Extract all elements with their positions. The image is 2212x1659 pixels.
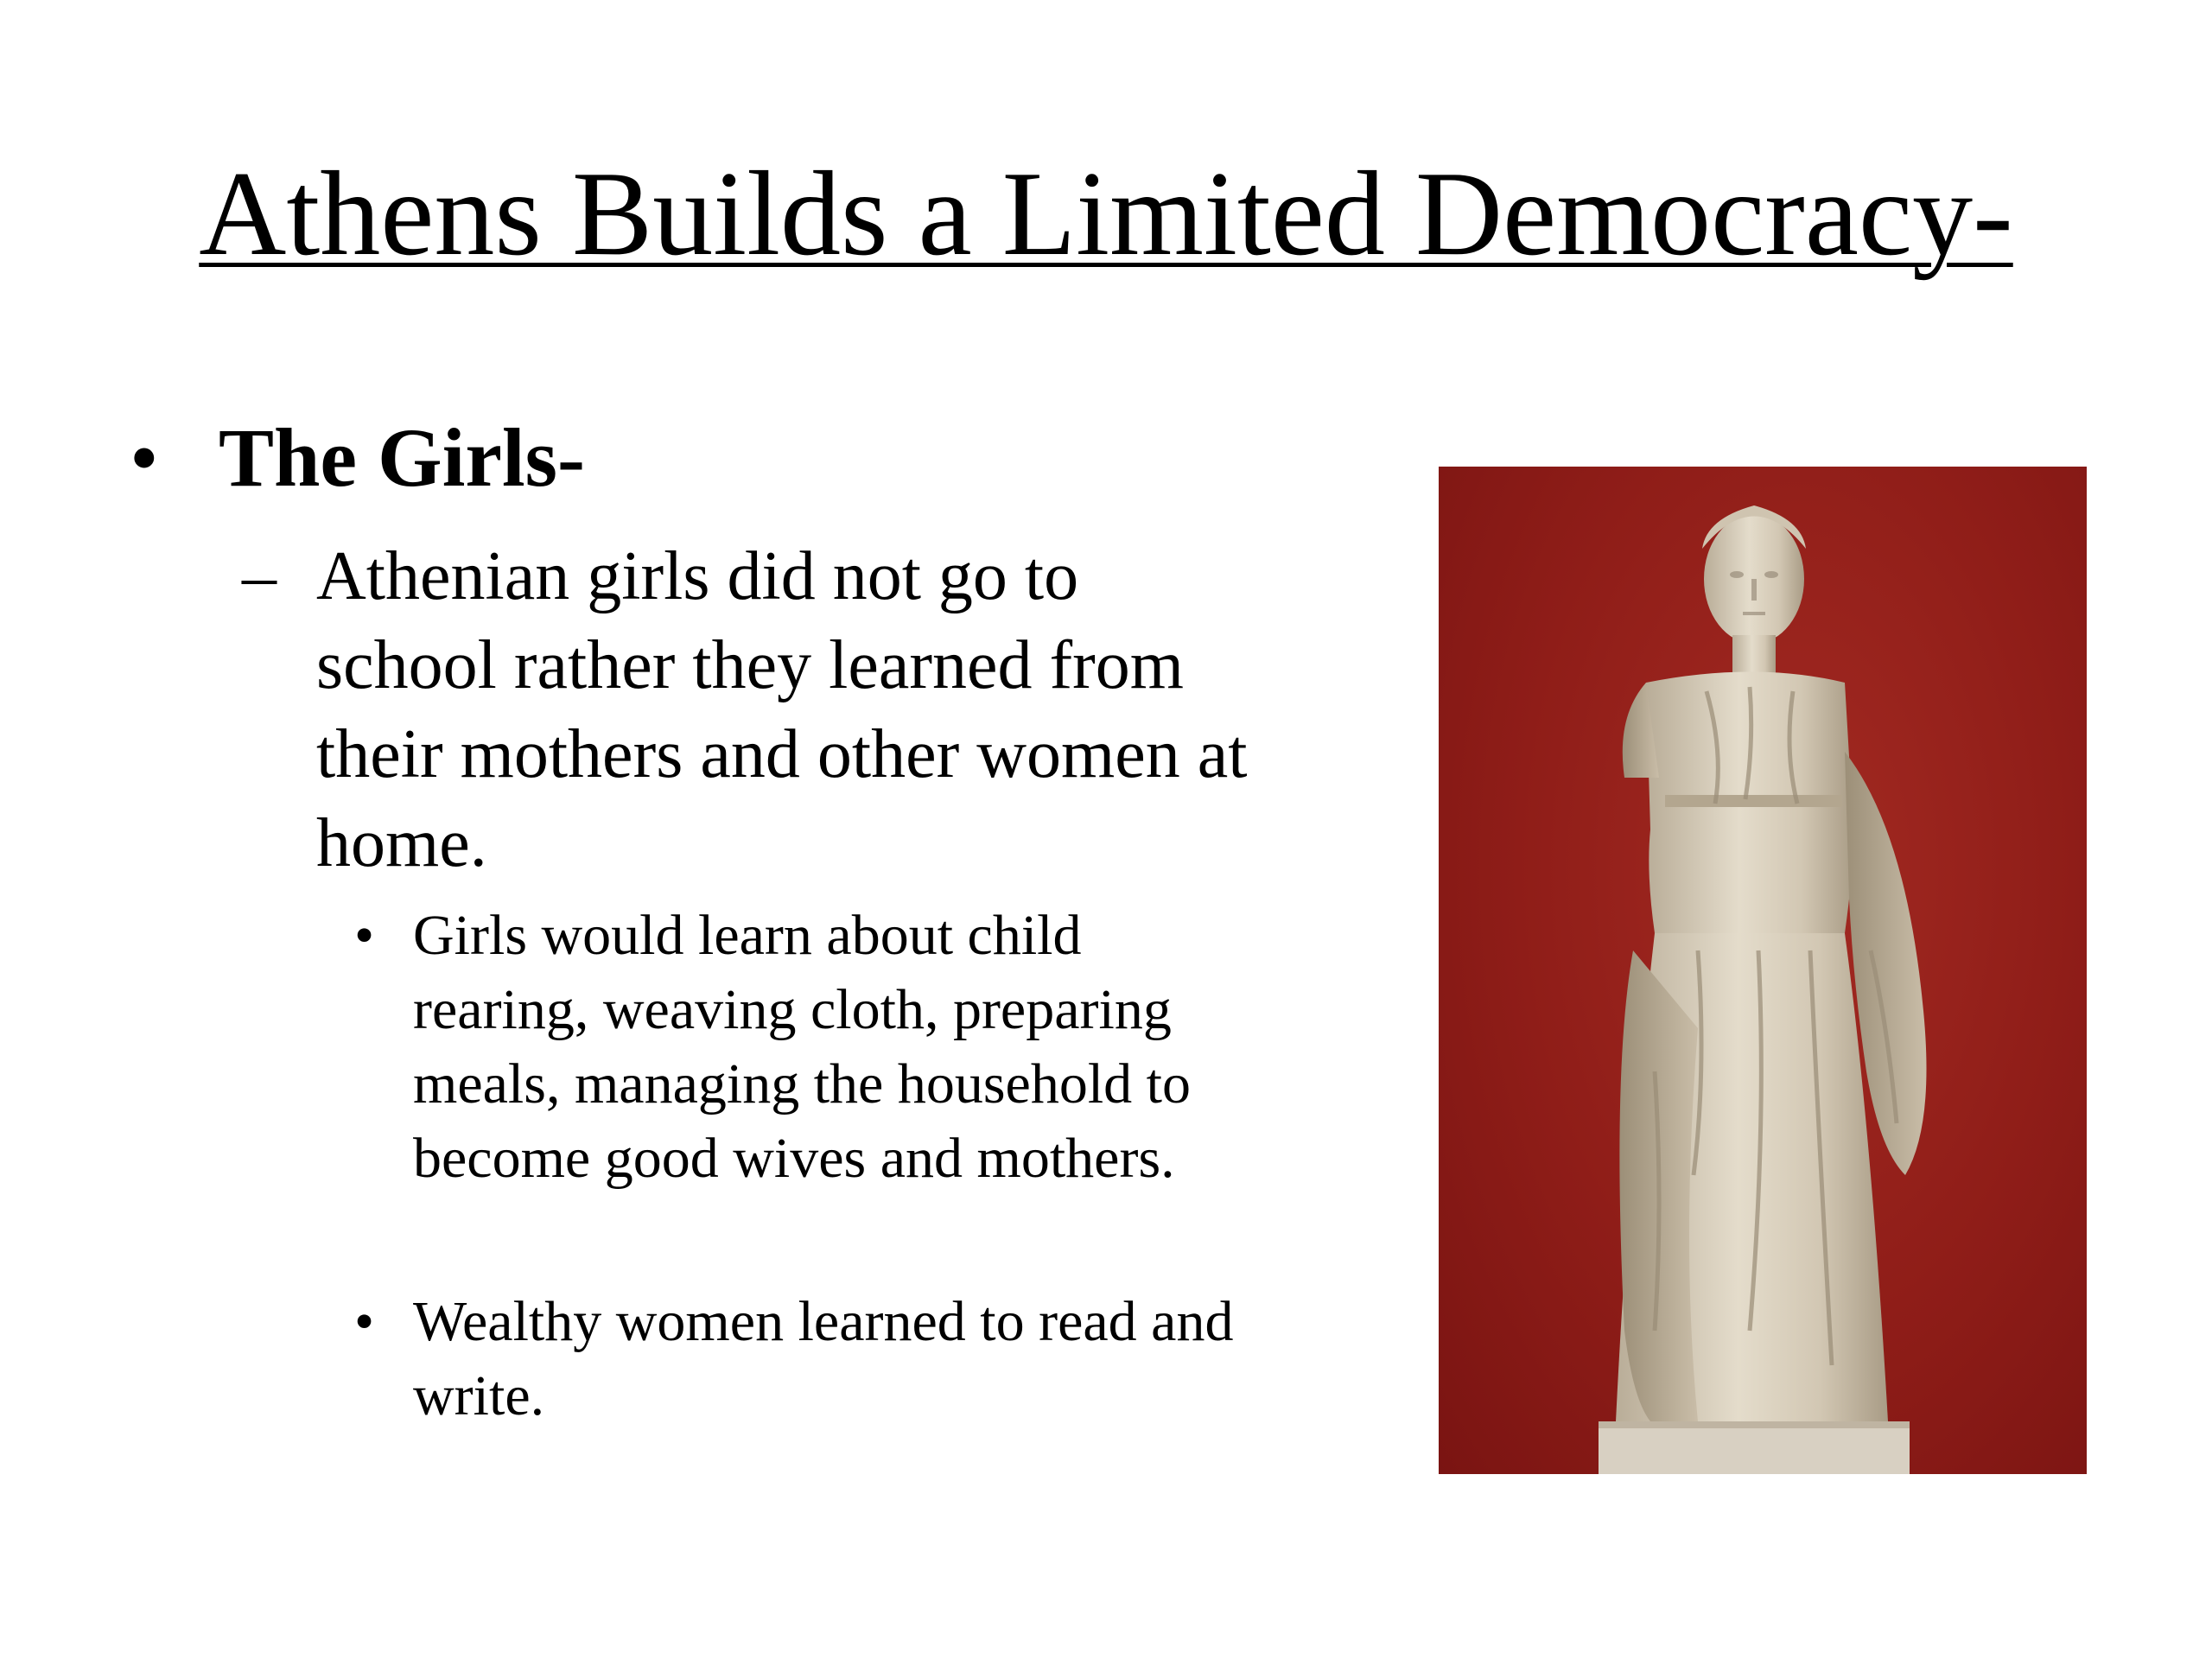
- bullet-heading: The Girls-: [219, 411, 585, 504]
- bullet-marker: •: [354, 904, 375, 967]
- statue-photo: [1439, 467, 2087, 1474]
- slide-title: [0, 145, 2212, 283]
- statue-illustration: [1439, 467, 2087, 1474]
- statue-base: [1599, 1421, 1910, 1474]
- bullet-level2-text: Athenian girls did not go to school rather they learned from their mothers and other women at home.: [316, 538, 1248, 881]
- dash-marker: –: [242, 538, 276, 614]
- slide-title-text: Athens Builds a Limited Democracy-: [199, 147, 2013, 281]
- bullet-level3-text: Girls would learn about child rearing, weaving cloth, preparing meals, managing the household to become good wives and mothers.: [413, 904, 1191, 1190]
- bullet-level3-text: Wealthy women learned to read and write.: [413, 1290, 1234, 1427]
- bullet-marker: •: [130, 411, 159, 504]
- bullet-marker: •: [354, 1290, 375, 1353]
